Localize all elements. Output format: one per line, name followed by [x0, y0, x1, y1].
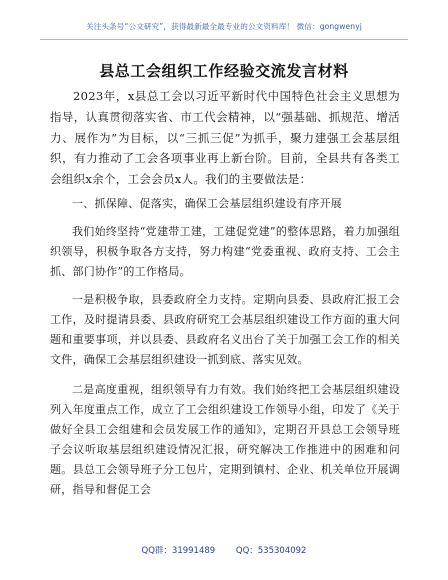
body-paragraph: 二是高度重视，组织领导有力有效。我们始终把工会基层组织建设列入年度重点工作，成立了工会组织建设工作领导小组，印发了《关于做好全县工会组建和会员发展工作的通知》，定期召开县总工会领导班子会议听取基层组织建设情况汇报，研究解决工作推进中的困难和问题。县总工会领导班子分工包片，定期到镇村、企业、机关单位开展调研，指导和督促工会 — [50, 382, 400, 496]
body-paragraph: 一是积极争取，县委政府全力支持。定期向县委、县政府汇报工会工作，及时提请县委、县政府研究工会基层组织建设工作方面的重大问题和重要事项，并以县委、县政府名义出台了关于加强工会工作的相关文件，确保工会基层组织建设一抓到底、落实见效。 — [50, 292, 400, 366]
header-divider — [40, 39, 408, 40]
document-title: 县总工会组织工作经验交流发言材料 — [99, 62, 349, 80]
intro-paragraph: 2023年，x县总工会以习近平新时代中国特色社会主义思想为指导，认真贯彻落实省、市工代会精神，以“强基础、抓规范、增活力、展作为”为目标，以“三抓三促”为抓手，聚力建强工会基层组织，有力推动了工会各项事业再上新台阶。目前，全县共有各类工会组织x余个，工会会员x人。我们的主要做法是： — [50, 89, 400, 187]
footer-contact — [0, 544, 448, 556]
header-note: 关注头条号“公文研究”，获得最新最全最专业的公文资料库！ 微信：gongwenyj — [86, 22, 362, 31]
footer-qq: QQ：535304092 — [235, 546, 307, 556]
footer-qq-group: QQ群：31991489 — [141, 546, 216, 556]
document-body — [50, 86, 400, 500]
section-heading: 一、抓保障、促落实，确保工会基层组织建设有序开展 — [72, 196, 342, 210]
body-paragraph: 我们始终坚持“党建带工建，工建促党建”的整体思路，着力加强组织领导，积极争取各方支持，努力构建“党委重视、政府支持、工会主抓、部门协作”的工作格局。 — [50, 224, 400, 278]
